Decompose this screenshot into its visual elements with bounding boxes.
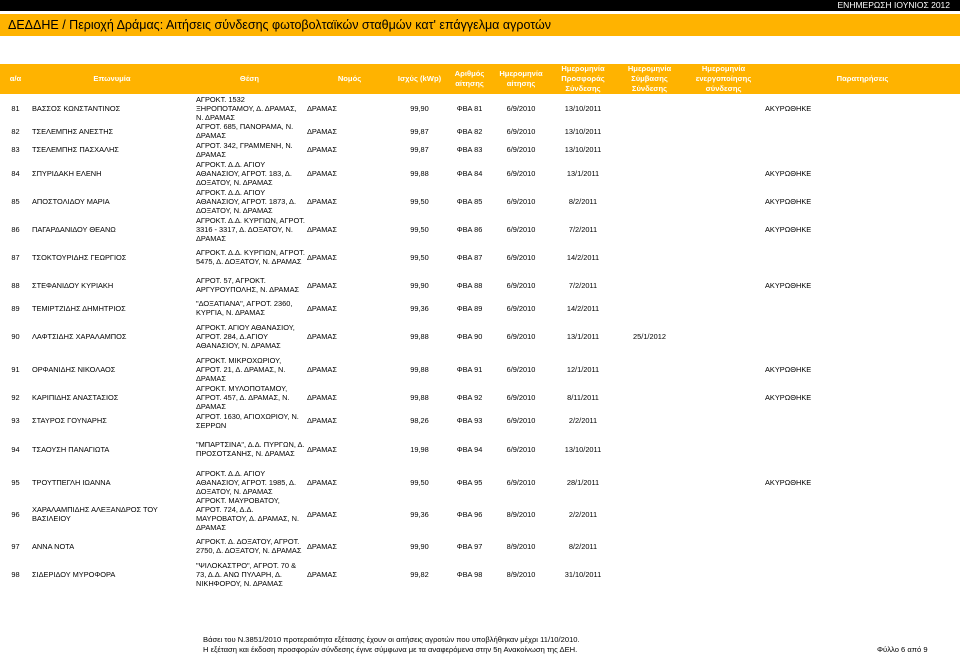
col-contract-date-header: Ημερομηνία Σύμβασης Σύνδεσης [617,64,682,94]
prefecture: ΔΡΑΜΑΣ [307,364,337,374]
col-notes-header: Παρατηρήσεις [765,64,960,94]
row-number: 98 [11,569,20,579]
table-row [0,140,960,159]
activation-date [682,243,765,271]
applications-table [0,64,960,588]
table-row [0,532,960,560]
applicant-name: ΤΣΟΚΤΟΥΡΙΔΗΣ ΓΕΩΡΓΙΟΣ [32,252,127,262]
application-date: 8/9/2010 [506,509,536,519]
contract-date [617,271,682,299]
activation-date [682,411,765,430]
power-kwp: 99,88 [410,168,429,178]
application-number: ΦΒΑ 84 [456,168,483,178]
notes [765,532,960,560]
page-title: ΔΕΔΔΗΕ / Περιοχή Δράμας: Αιτήσεις σύνδεσης φωτοβολταϊκών σταθμών κατ' επάγγελμα αγροτών [8,18,551,32]
table-row [0,468,960,496]
table-row [0,122,960,140]
prefecture: ΔΡΑΜΑΣ [307,103,337,113]
activation-date [682,560,765,588]
application-date: 6/9/2010 [506,280,536,290]
contract-date [617,159,682,187]
position: ΑΓΡΟΚΤ. Δ.Δ. ΑΓΙΟΥ ΑΘΑΝΑΣΙΟΥ, ΑΓΡΟΤ. 183, Δ. ΔΟΞΑΤΟΥ, Ν. ΔΡΑΜΑΣ [196,159,292,187]
notes: ΑΚΥΡΩΘΗΚΕ [765,280,812,290]
applicant-name: ΟΡΦΑΝΙΔΗΣ ΝΙΚΟΛΑΟΣ [32,364,116,374]
row-number: 85 [11,196,20,206]
power-kwp: 99,50 [410,477,429,487]
col-activation-date-header: Ημερομηνία ενεργοποίησης σύνδεσης [682,64,765,94]
application-date: 6/9/2010 [506,103,536,113]
application-number: ΦΒΑ 83 [456,145,483,154]
position: ΑΓΡΟΤ. 1630, ΑΓΙΟΧΩΡΙΟΥ, Ν. ΣΕΡΡΩΝ [196,411,299,430]
col-name-header: Επωνυμία [31,64,193,94]
contract-date [617,496,682,532]
application-date: 8/9/2010 [506,541,536,551]
application-date: 6/9/2010 [506,252,536,262]
row-number: 84 [11,168,20,178]
prefecture: ΔΡΑΜΑΣ [307,145,337,154]
notes [765,122,960,140]
applicant-name: ΤΣΕΛΕΜΠΗΣ ΑΝΕΣΤΗΣ [32,126,114,136]
contract-date: 25/1/2012 [633,331,666,341]
row-number: 90 [11,331,20,341]
application-number: ΦΒΑ 90 [456,331,483,341]
table-row [0,243,960,271]
table-header-row [0,64,960,94]
application-number: ΦΒΑ 86 [456,224,483,234]
prefecture: ΔΡΑΜΑΣ [307,416,337,425]
prefecture: ΔΡΑΜΑΣ [307,392,337,402]
table-row [0,215,960,243]
position: ΑΓΡΟΚΤ. ΜΥΛΟΠΟΤΑΜΟΥ, ΑΓΡΟΤ. 457, Δ. ΔΡΑΜΑΣ, Ν. ΔΡΑΜΑΣ [196,383,290,411]
position: ΑΓΡΟΤ. 57, ΑΓΡΟΚΤ. ΑΡΓΥΡΟΥΠΟΛΗΣ, Ν. ΔΡΑΜΑΣ [196,276,300,294]
notes [765,411,960,430]
position: ΑΓΡΟΤ. 685, ΠΑΝΟΡΑΜΑ, Ν. ΔΡΑΜΑΣ [196,122,294,140]
notes [765,560,960,588]
applicant-name: ΒΑΣΣΟΣ ΚΩΝΣΤΑΝΤΙΝΟΣ [32,103,121,113]
power-kwp: 99,88 [410,331,429,341]
row-number: 89 [11,303,20,313]
prefecture: ΔΡΑΜΑΣ [307,541,337,551]
row-number: 96 [11,509,20,519]
power-kwp: 99,50 [410,224,429,234]
position: ΑΓΡΟΚΤ. Δ.Δ. ΚΥΡΓΙΩΝ, ΑΓΡΟΤ. 3316 - 3317, Δ. ΔΟΞΑΤΟΥ, Ν. ΔΡΑΜΑΣ [196,215,305,243]
position: ΑΓΡΟΚΤ. Δ.Δ. ΚΥΡΓΙΩΝ, ΑΓΡΟΤ. 5475, Δ. ΔΟΞΑΤΟΥ, Ν. ΔΡΑΜΑΣ [196,248,305,266]
row-number: 86 [11,224,20,234]
contract-date [617,355,682,383]
row-number: 87 [11,252,20,262]
application-date: 6/9/2010 [506,331,536,341]
position: "ΜΠΑΡΤΣΙΝΑ", Δ.Δ. ΠΥΡΓΩΝ, Δ. ΠΡΟΣΟΤΣΑΝΗΣ, Ν. ΔΡΑΜΑΣ [196,440,305,458]
col-offer-date-header: Ημερομηνία Προσφοράς Σύνδεσης [549,64,617,94]
applicant-name: ΛΑΦΤΣΙΔΗΣ ΧΑΡΑΛΑΜΠΟΣ [32,331,127,341]
application-number: ΦΒΑ 98 [456,569,483,579]
activation-date [682,383,765,411]
prefecture: ΔΡΑΜΑΣ [307,252,337,262]
offer-date: 13/1/2011 [566,168,600,178]
offer-date: 13/1/2011 [566,331,600,341]
applicant-name: ΣΤΕΦΑΝΙΔΟΥ ΚΥΡΙΑΚΗ [32,280,114,290]
notes [765,140,960,159]
activation-date [682,496,765,532]
position: ΑΓΡΟΚΤ. ΑΓΙΟΥ ΑΘΑΝΑΣΙΟΥ, ΑΓΡΟΤ. 284, Δ.ΑΓΙΟΥ ΑΘΑΝΑΣΙΟΥ, Ν. ΔΡΑΜΑΣ [196,322,295,350]
activation-date [682,159,765,187]
applicant-name: ΤΣΕΛΕΜΠΗΣ ΠΑΣΧΑΛΗΣ [32,145,119,154]
activation-date [682,122,765,140]
row-number: 95 [11,477,20,487]
contract-date [617,187,682,215]
row-number: 92 [11,392,20,402]
application-number: ΦΒΑ 88 [456,280,483,290]
contract-date [617,215,682,243]
offer-date: 2/2/2011 [568,416,598,425]
notes: ΑΚΥΡΩΘΗΚΕ [765,364,812,374]
prefecture: ΔΡΑΜΑΣ [307,477,337,487]
notes [765,496,960,532]
prefecture: ΔΡΑΜΑΣ [307,196,337,206]
activation-date [682,430,765,468]
prefecture: ΔΡΑΜΑΣ [307,303,337,313]
offer-date: 28/1/2011 [566,477,600,487]
power-kwp: 99,90 [410,103,429,113]
notes: ΑΚΥΡΩΘΗΚΕ [765,103,812,113]
application-number: ΦΒΑ 89 [456,303,483,313]
activation-date [682,187,765,215]
offer-date: 14/2/2011 [566,252,600,262]
notes: ΑΚΥΡΩΘΗΚΕ [765,392,812,402]
table-row [0,299,960,317]
application-date: 6/9/2010 [506,145,536,154]
table-row [0,496,960,532]
notes: ΑΚΥΡΩΘΗΚΕ [765,477,812,487]
applicant-name: ΤΡΟΥΤΠΕΓΛΗ ΙΩΑΝΝΑ [32,477,111,487]
application-number: ΦΒΑ 96 [456,509,483,519]
application-date: 6/9/2010 [506,416,536,425]
power-kwp: 99,50 [410,252,429,262]
offer-date: 13/10/2011 [564,444,602,454]
application-number: ΦΒΑ 85 [456,196,483,206]
applicant-name: ΤΕΜΙΡΤΖΙΔΗΣ ΔΗΜΗΤΡΙΟΣ [32,303,126,313]
offer-date: 8/2/2011 [568,541,598,551]
row-number: 94 [11,444,20,454]
contract-date [617,383,682,411]
applicant-name: ΑΝΝΑ ΝΟΤΑ [32,541,75,551]
offer-date: 2/2/2011 [568,509,598,519]
offer-date: 8/11/2011 [567,392,599,402]
activation-date [682,271,765,299]
activation-date [682,140,765,159]
table-row [0,159,960,187]
application-number: ΦΒΑ 93 [456,416,483,425]
col-app-date-header: Ημερομηνία αίτησης [493,64,549,94]
position: ΑΓΡΟΚΤ. ΜΙΚΡΟΧΩΡΙΟΥ, ΑΓΡΟΤ. 21, Δ. ΔΡΑΜΑΣ, Ν. ΔΡΑΜΑΣ [196,355,286,383]
contract-date [617,243,682,271]
row-number: 82 [11,126,20,136]
position: ΑΓΡΟΚΤ. Δ.Δ. ΑΓΙΟΥ ΑΘΑΝΑΣΙΟΥ, ΑΓΡΟΤ. 1873, Δ. ΔΟΞΑΤΟΥ, Ν. ΔΡΑΜΑΣ [196,187,297,215]
table-row [0,355,960,383]
application-date: 6/9/2010 [506,303,536,313]
footer-note-2: Η εξέταση και έκδοση προσφορών σύνδεσης έγινε σύμφωνα με τα αναφερόμενα στην 5η Ανακοίνωση της ΔΕΗ. [203,645,578,654]
offer-date: 8/2/2011 [568,196,598,206]
prefecture: ΔΡΑΜΑΣ [307,569,337,579]
position: ΑΓΡΟΤ. 342, ΓΡΑΜΜΕΝΗ, Ν. ΔΡΑΜΑΣ [196,140,293,159]
table-row [0,94,960,122]
contract-date [617,94,682,122]
offer-date: 14/2/2011 [566,303,600,313]
position: ΑΓΡΟΚΤ. ΜΑΥΡΟΒΑΤΟΥ, ΑΓΡΟΤ. 724, Δ.Δ. ΜΑΥΡΟΒΑΤΟΥ, Δ. ΔΡΑΜΑΣ, Ν. ΔΡΑΜΑΣ [196,496,300,532]
application-number: ΦΒΑ 92 [456,392,483,402]
page-title-bar [0,14,960,36]
row-number: 88 [11,280,20,290]
position: ΑΓΡΟΚΤ. Δ. ΔΟΞΑΤΟΥ, ΑΓΡΟΤ. 2750, Δ. ΔΟΞΑΤΟΥ, Ν. ΔΡΑΜΑΣ [196,537,302,555]
applicant-name: ΤΣΑΟΥΣΗ ΠΑΝΑΓΙΩΤΑ [32,444,110,454]
table-row [0,411,960,430]
applicant-name: ΑΠΟΣΤΟΛΙΔΟΥ ΜΑΡΙΑ [32,196,110,206]
application-number: ΦΒΑ 91 [456,364,483,374]
footer [0,630,960,654]
position: "ΨΙΛΟΚΑΣΤΡΟ", ΑΓΡΟΤ. 70 & 73, Δ.Δ. ΑΝΩ ΠΥΛΑΡΗ, Δ. ΝΙΚΗΦΟΡΟΥ, Ν. ΔΡΑΜΑΣ [196,560,297,588]
table-row [0,560,960,588]
application-number: ΦΒΑ 97 [456,541,483,551]
application-date: 6/9/2010 [506,168,536,178]
application-number: ΦΒΑ 95 [456,477,483,487]
offer-date: 13/10/2011 [564,126,602,136]
table-row [0,271,960,299]
contract-date [617,532,682,560]
update-label: ΕΝΗΜΕΡΩΣΗ ΙΟΥΝΙΟΣ 2012 [837,0,950,10]
power-kwp: 99,88 [410,392,429,402]
row-number: 83 [11,145,20,154]
notes: ΑΚΥΡΩΘΗΚΕ [765,168,812,178]
offer-date: 13/10/2011 [564,145,602,154]
top-bar [0,0,960,11]
applicant-name: ΧΑΡΑΛΑΜΠΙΔΗΣ ΑΛΕΞΑΝΔΡΟΣ ΤΟΥ ΒΑΣΙΛΕΙΟΥ [32,505,158,523]
application-number: ΦΒΑ 87 [456,252,483,262]
prefecture: ΔΡΑΜΑΣ [307,280,337,290]
offer-date: 7/2/2011 [568,280,598,290]
offer-date: 13/10/2011 [564,103,602,113]
prefecture: ΔΡΑΜΑΣ [307,509,337,519]
position: ΑΓΡΟΚΤ. 1532 ΞΗΡΟΠΟΤΑΜΟΥ, Δ. ΔΡΑΜΑΣ, Ν. ΔΡΑΜΑΣ [196,94,297,122]
notes: ΑΚΥΡΩΘΗΚΕ [765,224,812,234]
col-aa-header: α/α [0,64,31,94]
table-row [0,383,960,411]
prefecture: ΔΡΑΜΑΣ [307,126,337,136]
position: "ΔΟΞΑΤΙΑΝΑ", ΑΓΡΟΤ. 2360, ΚΥΡΓΙΑ, Ν. ΔΡΑΜΑΣ [196,299,293,317]
contract-date [617,140,682,159]
contract-date [617,560,682,588]
application-date: 6/9/2010 [506,364,536,374]
col-prefecture-header: Νομός [306,64,393,94]
row-number: 93 [11,416,20,425]
contract-date [617,299,682,317]
application-date: 6/9/2010 [506,444,536,454]
power-kwp: 98,26 [410,416,429,425]
application-number: ΦΒΑ 81 [456,103,483,113]
activation-date [682,355,765,383]
contract-date [617,122,682,140]
table-row [0,187,960,215]
page-indicator: Φύλλο 6 από 9 [877,645,928,654]
power-kwp: 99,90 [410,280,429,290]
table-row [0,317,960,355]
offer-date: 7/2/2011 [568,224,598,234]
activation-date [682,215,765,243]
power-kwp: 99,87 [410,145,429,154]
table-body [0,94,960,588]
activation-date [682,317,765,355]
contract-date [617,468,682,496]
contract-date [617,411,682,430]
applicant-name: ΣΤΑΥΡΟΣ ΓΟΥΝΑΡΗΣ [32,416,107,425]
application-date: 6/9/2010 [506,392,536,402]
prefecture: ΔΡΑΜΑΣ [307,168,337,178]
col-position-header: Θέση [193,64,306,94]
row-number: 97 [11,541,20,551]
prefecture: ΔΡΑΜΑΣ [307,444,337,454]
application-number: ΦΒΑ 82 [456,126,483,136]
prefecture: ΔΡΑΜΑΣ [307,331,337,341]
power-kwp: 99,87 [410,126,429,136]
footer-note-1: Βάσει του Ν.3851/2010 προτεραιότητα εξέτασης έχουν οι αιτήσεις αγροτών που υποβλήθηκαν μέχρι 11/10/2010. [203,635,580,644]
application-number: ΦΒΑ 94 [456,444,483,454]
prefecture: ΔΡΑΜΑΣ [307,224,337,234]
notes: ΑΚΥΡΩΘΗΚΕ [765,196,812,206]
application-date: 6/9/2010 [506,477,536,487]
activation-date [682,299,765,317]
application-date: 6/9/2010 [506,196,536,206]
application-date: 8/9/2010 [506,569,536,579]
application-date: 6/9/2010 [506,126,536,136]
applicant-name: ΚΑΡΙΠΙΔΗΣ ΑΝΑΣΤΑΣΙΟΣ [32,392,119,402]
row-number: 81 [11,103,20,113]
notes [765,430,960,468]
col-power-header: Ισχύς (kWp) [393,64,446,94]
activation-date [682,94,765,122]
notes [765,243,960,271]
power-kwp: 99,50 [410,196,429,206]
notes [765,317,960,355]
activation-date [682,468,765,496]
applicant-name: ΠΑΓΑΡΔΑΝΙΔΟΥ ΘΕΑΝΩ [32,224,116,234]
power-kwp: 99,88 [410,364,429,374]
row-number: 91 [11,364,20,374]
application-date: 6/9/2010 [506,224,536,234]
table-row [0,430,960,468]
power-kwp: 99,82 [410,569,429,579]
power-kwp: 99,90 [410,541,429,551]
offer-date: 12/1/2011 [566,364,600,374]
col-app-number-header: Αριθμός αίτησης [446,64,493,94]
contract-date [617,430,682,468]
position: ΑΓΡΟΚΤ. Δ.Δ. ΑΓΙΟΥ ΑΘΑΝΑΣΙΟΥ, ΑΓΡΟΤ. 1985, Δ. ΔΟΞΑΤΟΥ, Ν. ΔΡΑΜΑΣ [196,468,297,496]
power-kwp: 99,36 [410,303,429,313]
applicant-name: ΣΙΔΕΡΙΔΟΥ ΜΥΡΟΦΟΡΑ [32,569,116,579]
offer-date: 31/10/2011 [564,569,602,579]
applicant-name: ΣΠΥΡΙΔΑΚΗ ΕΛΕΝΗ [32,168,102,178]
power-kwp: 99,36 [410,509,429,519]
power-kwp: 19,98 [410,444,429,454]
activation-date [682,532,765,560]
notes [765,299,960,317]
